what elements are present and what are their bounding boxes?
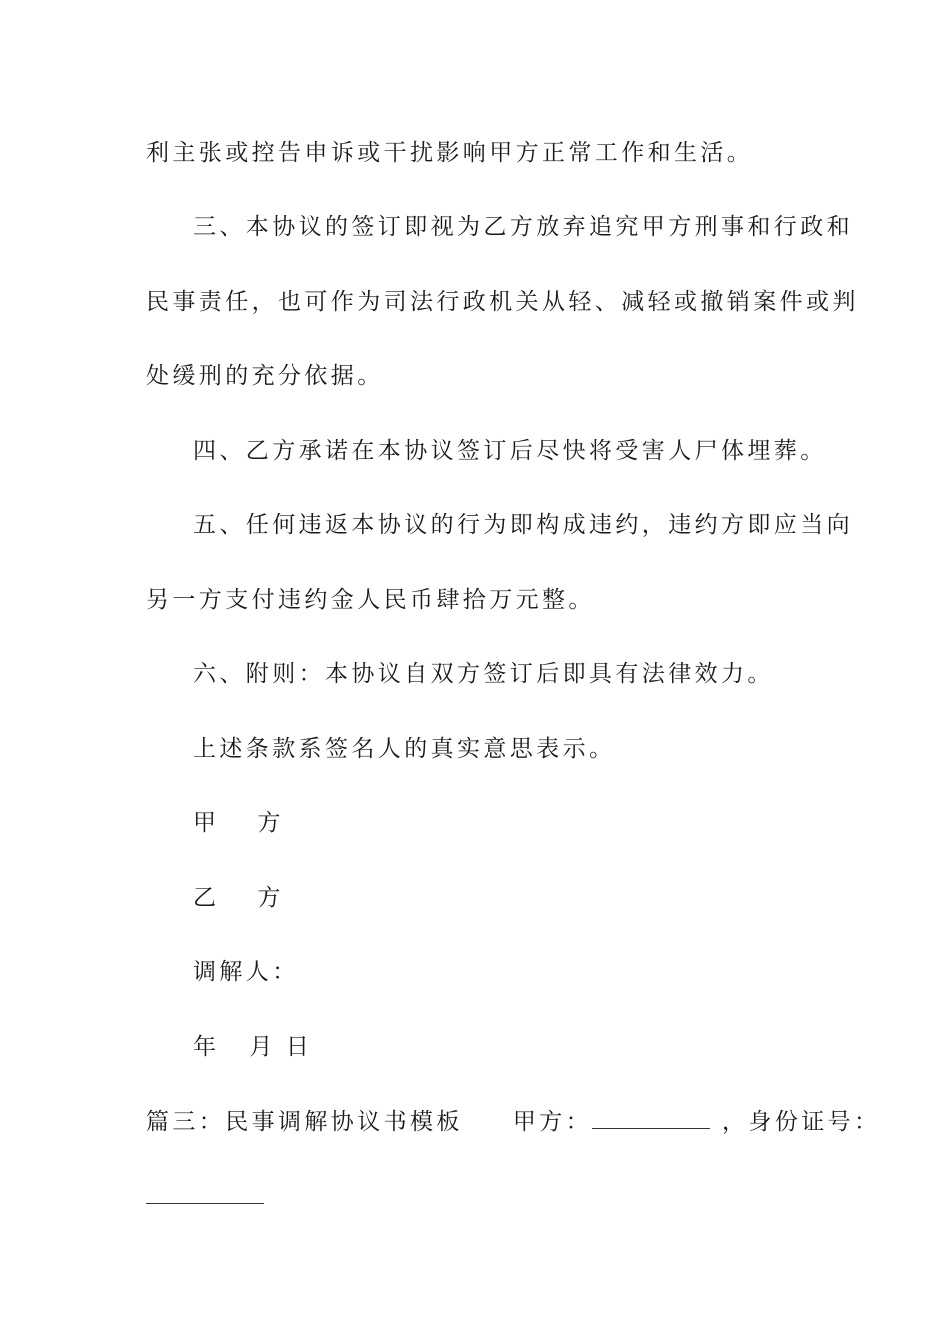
clause-3-line-3: 处缓刑的充分依据。 bbox=[146, 363, 384, 389]
party-a-char-1: 甲 bbox=[193, 810, 220, 836]
statement: 上述条款系签名人的真实意思表示。 bbox=[193, 736, 616, 762]
signature-party-b bbox=[193, 883, 284, 913]
clause-5-line-2: 另一方支付违约金人民币肆拾万元整。 bbox=[146, 587, 595, 613]
party-a-char-2: 方 bbox=[257, 810, 284, 836]
clause-3-line-1: 三、本协议的签订即视为乙方放弃追究甲方刑事和行政和 bbox=[193, 214, 853, 240]
clause-3-line-2: 民事责任，也可作为司法行政机关从轻、减轻或撤销案件或判 bbox=[146, 289, 859, 315]
signature-party-a bbox=[193, 808, 284, 838]
signature-date bbox=[193, 1032, 312, 1062]
date-day: 日 bbox=[285, 1034, 313, 1060]
party-a-blank bbox=[592, 1106, 710, 1129]
date-year: 年 bbox=[193, 1034, 220, 1060]
section-3-header bbox=[146, 1106, 880, 1137]
clause-4: 四、乙方承诺在本协议签订后尽快将受害人尸体埋葬。 bbox=[193, 438, 827, 464]
id-label: 身份证号： bbox=[748, 1109, 881, 1135]
id-blank-line bbox=[146, 1181, 264, 1212]
clause-5-line-1: 五、任何违返本协议的行为即构成违约，违约方即应当向 bbox=[193, 512, 853, 538]
paragraph-2-tail: 利主张或控告申诉或干扰影响甲方正常工作和生活。 bbox=[146, 140, 754, 166]
clause-6: 六、附则：本协议自双方签订后即具有法律效力。 bbox=[193, 661, 774, 687]
party-a-label: 甲方： bbox=[512, 1109, 593, 1135]
signature-mediator: 调解人： bbox=[193, 959, 299, 985]
date-month: 月 bbox=[249, 1034, 276, 1060]
id-number-blank bbox=[146, 1181, 264, 1204]
section-3-title: 篇三：民事调解协议书模板 bbox=[146, 1109, 463, 1135]
party-b-char-1: 乙 bbox=[193, 885, 220, 911]
party-b-char-2: 方 bbox=[257, 885, 284, 911]
comma: ， bbox=[722, 1109, 749, 1135]
